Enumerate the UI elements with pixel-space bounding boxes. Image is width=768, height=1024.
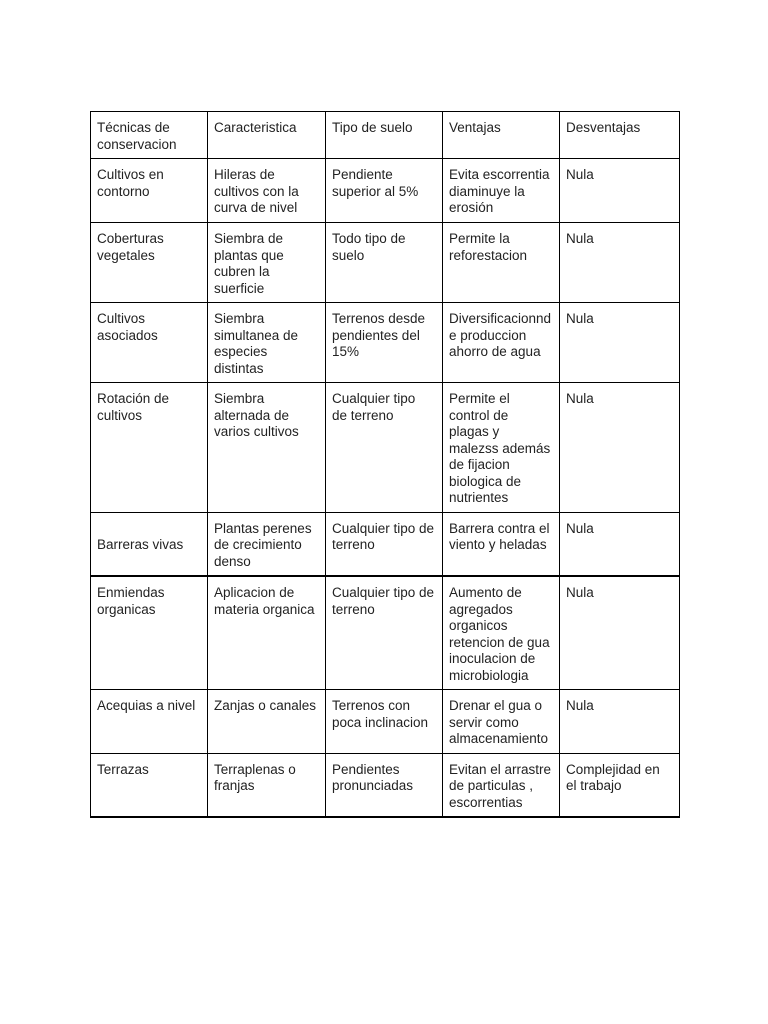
table-cell: Cualquier tipo de terreno (326, 576, 443, 690)
table-cell: Acequias a nivel (91, 690, 208, 754)
table-cell: Barrera contra el viento y heladas (443, 512, 560, 576)
table-cell: Todo tipo de suelo (326, 223, 443, 303)
header-cell-ventajas: Ventajas (443, 112, 560, 159)
table-cell: Permite la reforestacion (443, 223, 560, 303)
table-row (91, 753, 680, 817)
table-cell: Enmiendas organicas (91, 576, 208, 690)
table-cell: Zanjas o canales (208, 690, 326, 754)
table-cell: Drenar el gua o servir como almacenamiento (443, 690, 560, 754)
table-cell: Terrazas (91, 753, 208, 817)
table-cell: Terrenos con poca inclinacion (326, 690, 443, 754)
table-cell: Aumento de agregados organicos retencion de gua inoculacion de microbiologia (443, 576, 560, 690)
header-cell-tipo-suelo: Tipo de suelo (326, 112, 443, 159)
table-cell: Terraplenas o franjas (208, 753, 326, 817)
table-cell: Terrenos desde pendientes del 15% (326, 303, 443, 383)
header-cell-desventajas: Desventajas (560, 112, 680, 159)
table-cell: Cualquier tipo de terreno (326, 512, 443, 576)
table-row (91, 512, 680, 576)
table-cell: Evita escorrentia diaminuye la erosión (443, 159, 560, 223)
table-cell: Siembra de plantas que cubren la suerficie (208, 223, 326, 303)
table-cell: Siembra alternada de varios cultivos (208, 383, 326, 513)
header-cell-caracteristica: Caracteristica (208, 112, 326, 159)
table-cell: Nula (560, 223, 680, 303)
table-cell: Nula (560, 383, 680, 513)
table-cell: Permite el control de plagas y malezss además de fijacion biologica de nutrientes (443, 383, 560, 513)
table-row (91, 303, 680, 383)
table-header-row (91, 112, 680, 159)
table-row (91, 159, 680, 223)
table-cell: Aplicacion de materia organica (208, 576, 326, 690)
table-cell: Nula (560, 690, 680, 754)
table-row (91, 690, 680, 754)
table-cell: Pendientes pronunciadas (326, 753, 443, 817)
table-row (91, 576, 680, 690)
table-cell: Diversificacionnd e produccion ahorro de agua (443, 303, 560, 383)
table-cell: Pendiente superior al 5% (326, 159, 443, 223)
table-cell: Cualquier tipo de terreno (326, 383, 443, 513)
table-cell: Complejidad en el trabajo (560, 753, 680, 817)
header-cell-tecnicas: Técnicas de conservacion (91, 112, 208, 159)
table-cell: Plantas perenes de crecimiento denso (208, 512, 326, 576)
table-cell: Nula (560, 576, 680, 690)
table-cell: Evitan el arrastre de particulas , escorrentias (443, 753, 560, 817)
table-cell: Nula (560, 303, 680, 383)
table-cell: Hileras de cultivos con la curva de nivel (208, 159, 326, 223)
table-cell: Cultivos asociados (91, 303, 208, 383)
table-cell: Nula (560, 512, 680, 576)
table-cell: Rotación de cultivos (91, 383, 208, 513)
conservation-techniques-table (90, 111, 680, 818)
table-cell: Siembra simultanea de especies distintas (208, 303, 326, 383)
table-row (91, 223, 680, 303)
table-cell: Barreras vivas (91, 512, 208, 576)
table-cell: Coberturas vegetales (91, 223, 208, 303)
table-cell: Nula (560, 159, 680, 223)
table-row (91, 383, 680, 513)
table-cell: Cultivos en contorno (91, 159, 208, 223)
